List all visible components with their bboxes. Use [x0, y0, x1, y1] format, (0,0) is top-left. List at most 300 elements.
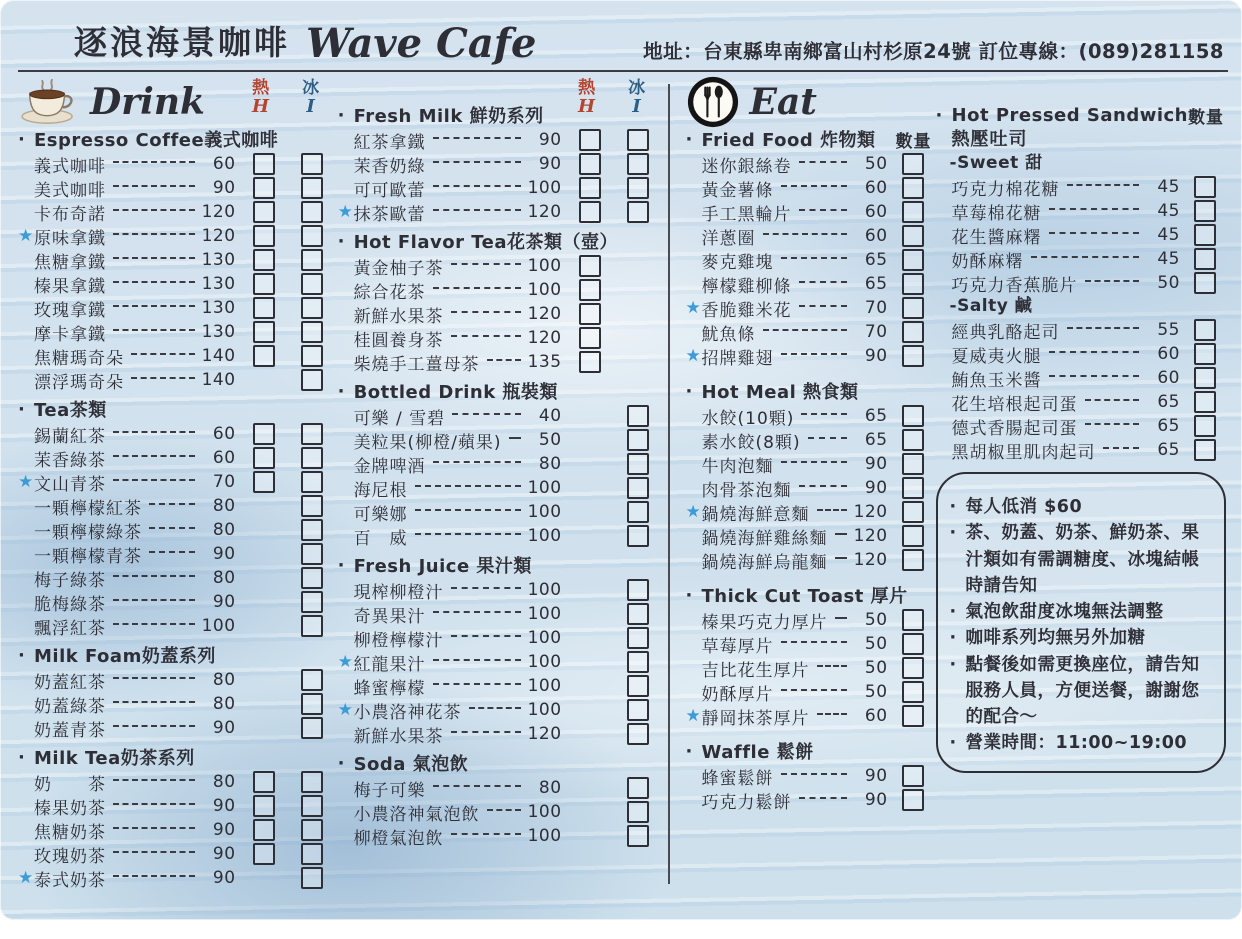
ice-checkbox[interactable] [627, 825, 649, 847]
item-name: 紅茶拿鐵 [353, 132, 426, 153]
drink-section-title: Drink [90, 81, 205, 123]
ice-checkbox[interactable] [301, 669, 323, 691]
hot-slot [240, 567, 288, 589]
ice-checkbox[interactable] [627, 201, 649, 223]
checkbox-slots [240, 693, 336, 715]
checkbox-slots [566, 627, 662, 649]
ice-slot [288, 273, 336, 295]
note-text: 茶、奶蓋、奶茶、鮮奶茶、果汁類如有需調糖度、冰塊結帳時請告知 [965, 523, 1200, 596]
note-item [950, 520, 1212, 599]
ice-slot [288, 249, 336, 271]
ice-checkbox[interactable] [301, 717, 323, 739]
ice-checkbox[interactable] [627, 603, 649, 625]
hot-checkbox[interactable] [253, 423, 275, 445]
hot-checkbox[interactable] [579, 303, 601, 325]
menu-item-row [686, 632, 934, 656]
menu-item-row [686, 788, 934, 812]
checkbox-slots [566, 129, 662, 151]
hot-checkbox[interactable] [253, 249, 275, 271]
ice-checkbox[interactable] [627, 777, 649, 799]
menu-item-row [686, 224, 934, 248]
note-bullet: · [949, 523, 957, 544]
ice-checkbox[interactable] [627, 525, 649, 547]
dash-leader [415, 533, 521, 535]
ice-column-label: 冰 I [628, 78, 646, 117]
qty-slot [1184, 367, 1226, 389]
group-title [338, 228, 662, 254]
hot-slot [240, 423, 288, 445]
qty-checkbox[interactable] [902, 249, 924, 271]
item-price: 65 [864, 250, 888, 270]
ice-checkbox[interactable] [627, 129, 649, 151]
item-price: 120 [201, 226, 236, 246]
hot-checkbox[interactable] [579, 129, 601, 151]
group-bullet: · [685, 128, 693, 150]
ice-checkbox[interactable] [301, 771, 323, 793]
item-price: 100 [527, 676, 562, 696]
qty-checkbox[interactable] [1194, 200, 1216, 222]
qty-slot [892, 633, 934, 655]
item-price: 120 [201, 202, 236, 222]
menu-item-row [18, 224, 336, 248]
note-text: 每人低消 $60 [965, 497, 1083, 517]
dash-leader [781, 641, 847, 643]
qty-checkbox[interactable] [902, 681, 924, 703]
menu-item-row [18, 842, 336, 866]
qty-checkbox[interactable] [1194, 367, 1216, 389]
ice-checkbox[interactable] [301, 423, 323, 445]
dash-leader [1049, 375, 1139, 377]
qty-checkbox[interactable] [902, 549, 924, 571]
ice-checkbox[interactable] [301, 867, 323, 889]
ice-checkbox[interactable] [301, 201, 323, 223]
ice-checkbox[interactable] [627, 651, 649, 673]
ice-checkbox[interactable] [301, 297, 323, 319]
item-name: 檸檬雞柳條 [701, 276, 792, 297]
qty-checkbox[interactable] [1194, 439, 1216, 461]
qty-checkbox[interactable] [902, 177, 924, 199]
item-name: 柳橙檸檬汁 [353, 630, 444, 651]
dash-leader [487, 359, 521, 361]
qty-checkbox[interactable] [902, 501, 924, 523]
checkbox-slots [240, 273, 336, 295]
menu-group [338, 750, 662, 848]
ice-slot [614, 327, 662, 349]
ice-slot [288, 771, 336, 793]
ice-checkbox[interactable] [627, 429, 649, 451]
item-price: 60 [212, 424, 236, 444]
item-price: 50 [864, 634, 888, 654]
hot-checkbox[interactable] [253, 471, 275, 493]
checkbox-slots [240, 867, 336, 889]
dash-leader [799, 209, 847, 211]
item-name: 榛果拿鐵 [34, 276, 106, 297]
menu-group [338, 552, 662, 746]
menu-item-row [936, 438, 1226, 462]
menu-item-row [936, 342, 1226, 366]
ice-checkbox[interactable] [301, 471, 323, 493]
ice-checkbox[interactable] [627, 723, 649, 745]
qty-checkbox[interactable] [1194, 391, 1216, 413]
checkbox-slots [240, 819, 336, 841]
dash-leader [781, 689, 847, 691]
hot-slot [240, 591, 288, 613]
qty-checkbox[interactable] [902, 705, 924, 727]
menu-content [18, 72, 1228, 894]
dash-leader [433, 683, 521, 685]
qty-checkbox[interactable] [902, 477, 924, 499]
qty-checkbox[interactable] [902, 345, 924, 367]
hot-checkbox[interactable] [579, 177, 601, 199]
hot-slot [240, 369, 288, 391]
qty-checkbox[interactable] [902, 321, 924, 343]
checkbox-slots [240, 345, 336, 367]
checkbox-slots [892, 273, 934, 295]
item-name: 牛肉泡麵 [701, 456, 774, 477]
checkbox-slots [1184, 224, 1226, 246]
dash-leader [799, 797, 847, 799]
hot-slot [240, 297, 288, 319]
hot-checkbox[interactable] [253, 771, 275, 793]
group-bullet: · [18, 398, 26, 420]
item-price: 90 [212, 718, 236, 738]
checkbox-slots [1184, 415, 1226, 437]
item-name: 一顆檸檬青茶 [34, 546, 142, 567]
ice-checkbox[interactable] [627, 405, 649, 427]
hot-checkbox[interactable] [579, 255, 601, 277]
qty-slot [1184, 248, 1226, 270]
item-name: 靜岡抹茶厚片 [701, 708, 810, 729]
qty-column-label: 數量 [895, 131, 932, 152]
ice-slot [614, 603, 662, 625]
group-title-text: Espresso Coffee義式咖啡 [34, 130, 279, 151]
ice-slot [288, 471, 336, 493]
item-name: 吉比花生厚片 [701, 660, 810, 681]
item-price: 90 [212, 844, 236, 864]
dash-leader [113, 779, 195, 781]
coffee-cup-icon [18, 78, 80, 126]
dash-leader [781, 773, 847, 775]
ice-slot [288, 369, 336, 391]
dash-leader [415, 485, 521, 487]
hot-checkbox[interactable] [253, 177, 275, 199]
ice-slot [288, 543, 336, 565]
item-name: 鍋燒海鮮雞絲麵 [701, 528, 828, 549]
menu-group [18, 396, 336, 638]
item-name: 綜合花茶 [353, 282, 426, 303]
qty-checkbox[interactable] [902, 525, 924, 547]
hot-checkbox[interactable] [253, 795, 275, 817]
menu-item-row [686, 152, 934, 176]
group-title [936, 102, 1226, 128]
checkbox-slots [892, 345, 934, 367]
hot-checkbox[interactable] [253, 201, 275, 223]
item-name: 香脆雞米花 [701, 300, 792, 321]
checkbox-slots [240, 447, 336, 469]
checkbox-slots [566, 405, 662, 427]
checkbox-slots [1184, 176, 1226, 198]
menu-header [18, 14, 1228, 72]
ice-checkbox[interactable] [301, 273, 323, 295]
item-price: 50 [1157, 273, 1180, 293]
checkbox-slots [892, 201, 934, 223]
item-price: 45 [1157, 249, 1180, 269]
qty-checkbox[interactable] [1194, 224, 1216, 246]
hot-checkbox[interactable] [579, 153, 601, 175]
hot-slot [566, 429, 614, 451]
menu-item-row [338, 452, 662, 476]
group-bullet: · [337, 554, 345, 576]
hot-checkbox[interactable] [253, 321, 275, 343]
section-divider [668, 84, 670, 884]
note-text: 營業時間：11:00~19:00 [965, 733, 1188, 754]
ice-slot [288, 225, 336, 247]
item-name: 脆梅綠茶 [34, 594, 106, 615]
qty-checkbox[interactable] [902, 429, 924, 451]
menu-item-row [686, 200, 934, 224]
group-title-text: Soda 氣泡飲 [353, 754, 469, 775]
ice-checkbox[interactable] [301, 495, 323, 517]
item-price: 100 [527, 502, 562, 522]
ice-checkbox[interactable] [301, 225, 323, 247]
item-price: 130 [201, 322, 236, 342]
qty-checkbox[interactable] [1194, 176, 1216, 198]
ice-slot [614, 825, 662, 847]
qty-checkbox[interactable] [902, 765, 924, 787]
group-title-text: Milk Tea奶茶系列 [34, 748, 195, 769]
qty-checkbox[interactable] [1194, 272, 1216, 294]
ice-checkbox[interactable] [301, 321, 323, 343]
group-title-text-2: 熱壓吐司 [951, 129, 1028, 150]
hot-checkbox[interactable] [253, 819, 275, 841]
ice-checkbox[interactable] [301, 543, 323, 565]
star-icon: ★ [685, 345, 701, 366]
hot-checkbox[interactable] [579, 351, 601, 373]
ice-slot [288, 615, 336, 637]
qty-slot [892, 225, 934, 247]
group-title [18, 126, 336, 152]
qty-checkbox[interactable] [1194, 343, 1216, 365]
item-name: 水餃(10顆) [701, 408, 795, 429]
hot-checkbox[interactable] [579, 279, 601, 301]
ice-checkbox[interactable] [301, 345, 323, 367]
item-name: 飄浮紅茶 [34, 618, 106, 639]
ice-checkbox[interactable] [301, 795, 323, 817]
item-price: 100 [527, 280, 562, 300]
menu-item-row [18, 716, 336, 740]
menu-group [936, 102, 1226, 462]
qty-checkbox[interactable] [1194, 415, 1216, 437]
item-price: 120 [527, 304, 562, 324]
item-name: 文山青茶 [34, 474, 106, 495]
ice-checkbox[interactable] [301, 843, 323, 865]
menu-item-row [338, 200, 662, 224]
hot-ice-column-header [562, 80, 662, 117]
menu-item-row [936, 175, 1226, 199]
qty-checkbox[interactable] [902, 405, 924, 427]
qty-checkbox[interactable] [902, 153, 924, 175]
star-icon: ★ [18, 225, 34, 246]
item-name: 摩卡拿鐵 [34, 324, 106, 345]
hot-checkbox[interactable] [253, 447, 275, 469]
ice-checkbox[interactable] [627, 579, 649, 601]
ice-checkbox[interactable] [627, 477, 649, 499]
ice-checkbox[interactable] [627, 177, 649, 199]
group-title-text: Fresh Juice 果汁類 [353, 556, 532, 577]
ice-checkbox[interactable] [627, 801, 649, 823]
hot-checkbox[interactable] [253, 273, 275, 295]
item-name: 焦糖拿鐵 [34, 252, 106, 273]
ice-checkbox[interactable] [301, 591, 323, 613]
ice-checkbox[interactable] [301, 567, 323, 589]
ice-slot [288, 177, 336, 199]
item-name: 卡布奇諾 [34, 204, 106, 225]
checkbox-slots [566, 153, 662, 175]
item-name: 小農洛神花茶 [353, 702, 462, 723]
checkbox-slots [240, 669, 336, 691]
ice-checkbox[interactable] [627, 153, 649, 175]
menu-item-row [18, 692, 336, 716]
hot-slot [566, 525, 614, 547]
dash-leader [113, 725, 195, 727]
hot-slot [240, 495, 288, 517]
item-price: 130 [201, 274, 236, 294]
dash-leader [433, 137, 521, 139]
dash-leader [113, 305, 195, 307]
item-price: 90 [212, 544, 236, 564]
dash-leader [1067, 327, 1139, 329]
checkbox-slots [240, 177, 336, 199]
hot-checkbox[interactable] [579, 201, 601, 223]
group-title-text: Bottled Drink 瓶裝類 [353, 382, 558, 403]
ice-checkbox[interactable] [627, 699, 649, 721]
ice-slot [614, 453, 662, 475]
menu-item-row [338, 254, 662, 278]
ice-checkbox[interactable] [301, 693, 323, 715]
ice-slot [288, 201, 336, 223]
hot-checkbox[interactable] [579, 327, 601, 349]
qty-slot [1184, 415, 1226, 437]
item-name: 玫瑰奶茶 [34, 846, 106, 867]
checkbox-slots [892, 321, 934, 343]
eat-section [676, 78, 1228, 894]
qty-slot [1184, 343, 1226, 365]
ice-checkbox[interactable] [301, 153, 323, 175]
item-price: 65 [1157, 416, 1180, 436]
item-name: 美粒果(柳橙/蘋果) [353, 432, 502, 453]
checkbox-slots [566, 525, 662, 547]
qty-checkbox[interactable] [1194, 319, 1216, 341]
qty-slot [1184, 200, 1226, 222]
checkbox-slots [1184, 391, 1226, 413]
dash-leader [113, 257, 195, 259]
checkbox-slots [240, 201, 336, 223]
qty-checkbox[interactable] [902, 453, 924, 475]
dash-leader [452, 413, 520, 415]
menu-group [686, 582, 934, 728]
qty-checkbox[interactable] [902, 225, 924, 247]
item-price: 90 [864, 790, 888, 810]
ice-slot [614, 351, 662, 373]
item-price: 65 [864, 406, 888, 426]
qty-checkbox[interactable] [1194, 248, 1216, 270]
ice-checkbox[interactable] [627, 453, 649, 475]
ice-slot [288, 843, 336, 865]
hot-checkbox[interactable] [253, 225, 275, 247]
note-item [950, 730, 1212, 756]
qty-checkbox[interactable] [902, 789, 924, 811]
item-name: 蜂蜜鬆餅 [701, 768, 774, 789]
dash-leader [113, 479, 195, 481]
ice-checkbox[interactable] [627, 627, 649, 649]
item-price: 90 [212, 592, 236, 612]
ice-checkbox[interactable] [301, 447, 323, 469]
item-name: 榛果奶茶 [34, 798, 106, 819]
dash-leader [113, 677, 195, 679]
ice-checkbox[interactable] [301, 819, 323, 841]
menu-item-row [18, 344, 336, 368]
item-price: 55 [1157, 320, 1180, 340]
item-name: 可可歐蕾 [353, 180, 426, 201]
note-bullet: · [949, 497, 957, 517]
checkbox-slots [566, 303, 662, 325]
qty-slot [892, 429, 934, 451]
checkbox-slots [566, 651, 662, 673]
qty-checkbox[interactable] [902, 201, 924, 223]
qty-checkbox[interactable] [902, 609, 924, 631]
qty-checkbox[interactable] [902, 633, 924, 655]
ice-checkbox[interactable] [301, 369, 323, 391]
ice-checkbox[interactable] [627, 501, 649, 523]
dash-leader [1031, 256, 1139, 258]
group-title [338, 750, 662, 776]
item-price: 100 [527, 580, 562, 600]
checkbox-slots [892, 297, 934, 319]
checkbox-slots [566, 279, 662, 301]
hot-checkbox[interactable] [253, 153, 275, 175]
qty-slot [1184, 224, 1226, 246]
hot-slot [566, 201, 614, 223]
hot-checkbox[interactable] [253, 843, 275, 865]
group-bullet: · [18, 644, 26, 666]
item-price: 100 [527, 256, 562, 276]
ice-checkbox[interactable] [301, 177, 323, 199]
ice-checkbox[interactable] [301, 615, 323, 637]
menu-item-row [18, 614, 336, 638]
qty-checkbox[interactable] [902, 273, 924, 295]
dash-leader [113, 431, 195, 433]
qty-slot [892, 705, 934, 727]
checkbox-slots [1184, 200, 1226, 222]
ice-checkbox[interactable] [301, 519, 323, 541]
ice-checkbox[interactable] [627, 675, 649, 697]
hot-checkbox[interactable] [253, 345, 275, 367]
qty-checkbox[interactable] [902, 297, 924, 319]
menu-item-row [18, 818, 336, 842]
ice-checkbox[interactable] [301, 249, 323, 271]
menu-item-row [338, 404, 662, 428]
hot-checkbox[interactable] [253, 297, 275, 319]
hot-slot [566, 651, 614, 673]
checkbox-slots [1184, 272, 1226, 294]
ice-slot [614, 477, 662, 499]
note-bullet: · [949, 602, 957, 622]
checkbox-slots [240, 369, 336, 391]
checkbox-slots [566, 579, 662, 601]
item-name: 招牌雞翅 [701, 348, 774, 369]
ice-slot [614, 405, 662, 427]
qty-checkbox[interactable] [902, 657, 924, 679]
